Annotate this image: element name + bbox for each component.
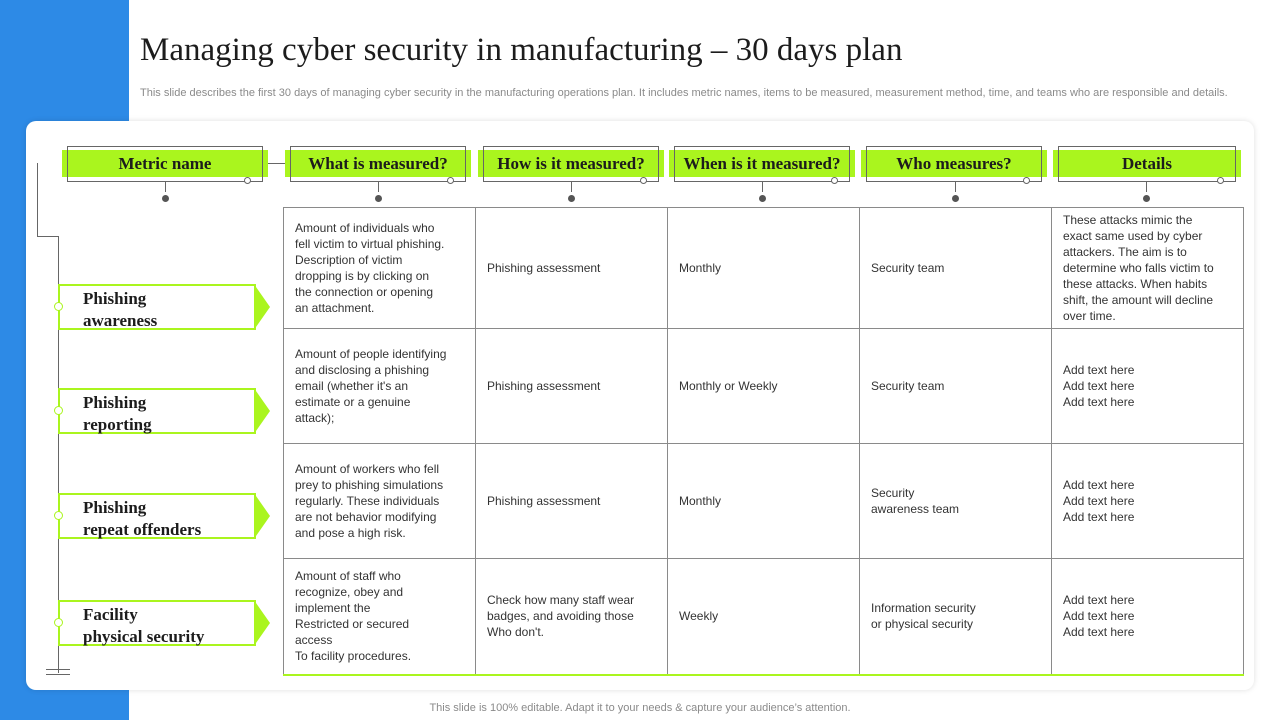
table-row	[284, 208, 1280, 329]
arrow-right-icon	[256, 496, 270, 536]
table-row	[284, 559, 1280, 675]
arrow-right-icon	[256, 603, 270, 643]
pin-dot	[759, 195, 766, 202]
header-label: Metric name	[118, 154, 212, 173]
cell-when: Monthly	[668, 444, 860, 559]
footer-note: This slide is 100% editable. Adapt it to your needs & capture your audience’s attention.	[429, 702, 851, 714]
ring-marker	[244, 177, 251, 184]
pin-dot	[568, 195, 575, 202]
metrics-table	[283, 207, 1280, 676]
ring-marker	[54, 511, 63, 520]
metric-label: Phishing repeat offenders	[83, 498, 202, 539]
ground-line	[46, 669, 70, 670]
metric-label: Facility physical security	[83, 605, 205, 646]
pin-dot	[162, 195, 169, 202]
ring-marker	[54, 618, 63, 627]
pin-line	[378, 182, 379, 192]
header-label: Who measures?	[896, 154, 1012, 173]
page-subtitle: This slide describes the first 30 days of managing cyber security in the manufacturing operations plan. It includes metric names, items to be measured, measurement method, time, and teams who are responsible and details.	[140, 87, 1228, 99]
header-when-is-it-measured	[674, 146, 850, 182]
pin-line	[571, 182, 572, 192]
pin-dot	[375, 195, 382, 202]
ring-marker	[831, 177, 838, 184]
metric-facility-physical-security	[58, 600, 256, 646]
pin-line	[165, 182, 166, 192]
cell-how: Phishing assessment	[476, 208, 668, 329]
metric-phishing-awareness	[58, 284, 256, 330]
pin-line	[762, 182, 763, 192]
arrow-right-icon	[256, 391, 270, 431]
header-what-is-measured	[290, 146, 466, 182]
cell-how: Phishing assessment	[476, 444, 668, 559]
header-label: How is it measured?	[497, 154, 645, 173]
arrow-right-icon	[256, 287, 270, 327]
cell-who: Information security or physical security	[860, 559, 1052, 675]
metric-label: Phishing reporting	[83, 393, 152, 434]
cell-what: Amount of staff who recognize, obey and implement the Restricted or secured access To facility procedures.	[284, 559, 476, 675]
cell-details: These attacks mimic the exact same used by cyber attackers. The aim is to determine who falls victim to these attacks. When habits shift, the amount will decline over time.	[1052, 208, 1244, 329]
cell-how: Check how many staff wear badges, and avoiding those Who don't.	[476, 559, 668, 675]
cell-who: Security team	[860, 329, 1052, 444]
header-label: What is measured?	[308, 154, 448, 173]
cell-who: Security team	[860, 208, 1052, 329]
header-who-measures	[866, 146, 1042, 182]
connector-line	[37, 163, 38, 237]
metric-phishing-repeat-offenders	[58, 493, 256, 539]
cell-details: Add text here Add text here Add text here	[1052, 329, 1244, 444]
page-title: Managing cyber security in manufacturing – 30 days plan	[140, 32, 903, 68]
cell-what: Amount of workers who fell prey to phishing simulations regularly. These individuals are not behavior modifying and pose a high risk.	[284, 444, 476, 559]
header-how-is-it-measured	[483, 146, 659, 182]
cell-how: Phishing assessment	[476, 329, 668, 444]
cell-who: Security awareness team	[860, 444, 1052, 559]
table-row	[284, 444, 1280, 559]
header-label: Details	[1121, 154, 1173, 173]
ring-marker	[447, 177, 454, 184]
ring-marker	[1217, 177, 1224, 184]
cell-details: Add text here Add text here Add text here	[1052, 559, 1244, 675]
pin-dot	[952, 195, 959, 202]
cell-what: Amount of people identifying and disclosing a phishing email (whether it's an estimate or a genuine attack);	[284, 329, 476, 444]
header-label: When is it measured?	[683, 154, 841, 173]
ring-marker	[1023, 177, 1030, 184]
ring-marker	[640, 177, 647, 184]
pin-dot	[1143, 195, 1150, 202]
table-row	[284, 329, 1280, 444]
ring-marker	[54, 302, 63, 311]
metric-label: Phishing awareness	[83, 289, 158, 330]
pin-line	[1146, 182, 1147, 192]
connector-line	[37, 236, 58, 237]
header-details	[1058, 146, 1236, 182]
cell-when: Monthly	[668, 208, 860, 329]
cell-when: Weekly	[668, 559, 860, 675]
cell-what: Amount of individuals who fell victim to virtual phishing. Description of victim dropping is by clicking on the connection or opening an attachment.	[284, 208, 476, 329]
metric-phishing-reporting	[58, 388, 256, 434]
header-metric-name	[67, 146, 263, 182]
pin-line	[955, 182, 956, 192]
cell-details: Add text here Add text here Add text here	[1052, 444, 1244, 559]
cell-when: Monthly or Weekly	[668, 329, 860, 444]
ring-marker	[54, 406, 63, 415]
ground-line	[46, 674, 70, 675]
